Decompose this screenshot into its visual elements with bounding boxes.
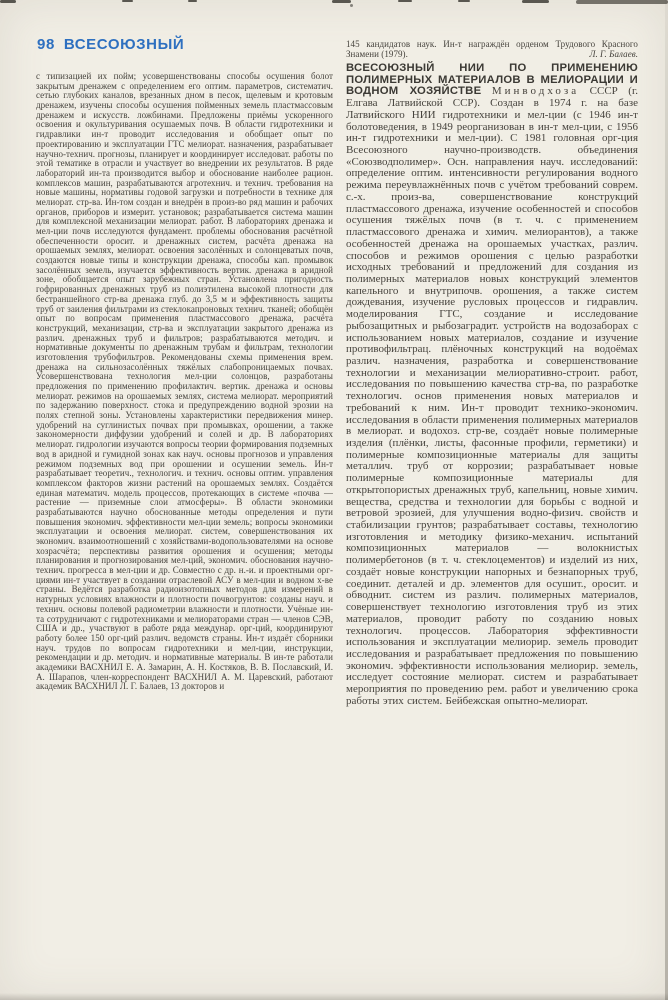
article-continuation-text: с типизацией их пойм; усовершенствованы способы осушения болот закрытым дренажем с определением его оптим. параметров, систематич. сетью глубоких каналов, врезанных дном в песок, щелевым и кротовым дренажем, изучены способы осушения пойменных земель пластмассовым дренажем и искусств. ложбинами. Предложены приёмы ускоренного освоения и окультуривания осушаемых почв. В области гидротехники и гидравлики ин-т проводит исследования и обобщает опыт по проектированию и эксплуатации ГТС мелиорат. назначения, разрабатывает научно-технич. прогнозы, планирует и координирует исследоват. работы по этой тематике в отрасли и участвует во внедрении их результатов. В ряде лабораторий ин-та производится выбор и обоснование наиболее рацион. комплексов машин, разрабатываются агротехнич. и технич. требования на новые машины, нормативы годовой загрузки и потребности в технике для мелиорат. стр-ва. Ин-том создан и внедрён в произ-во ряд машин и рабочих органов, приборов и измерит. установок; разрабатывается система машин для комплексной механизации мелиорат. работ. В лабораториях дренажа и мел-ции почв исследуются фундамент. проблемы обоснования расчётной обеспеченности оросит. и дренажных систем, расчёта дренажа на орошаемых землях, мелиорат. освоения засолённых и солонцеватых почв, создаются новые типы и конструкции дренажа, способы кап. промывок засолённых земель, изучается эффективность вертик. дренажа в аридной зоне, обобщается опыт зарубежных стран. Установлена пригодность гофрированных дренажных труб из полиэтилена высокой плотности для бестраншейного стр-ва дренажа глуб. до 3,5 м и эффективность защиты труб от заиления фильтрами из стеклокапроновых технич. тканей; обобщён опыт по вопросам применения пластмассового дренажа, расчёта конструкций, механизации, стр-ва и эксплуатации закрытого дренажа из различ. дренажных труб и фильтров; разрабатываются методич. и нормативные документы по дренажным трубам и фильтрам, технологии изготовления трубофильтров. Рекомендованы схемы применения врем. дренажа на сильнозасолённых тяжёлых слабопроницаемых почвах. Усовершенствована технология мел-ции солонцов, разработаны предложения по применению профилактич. вертик. дренажа и основы мелиорат. режимов на орошаемых землях, система мелиорат. мероприятий по задержанию поверхност. стока и предупреждению водной эрозии на полях степной зоны. Установлены характеристики передвижения минер. удобрений на суглинистых почвах при промывках, орошении, а также закономерности диффузии удобрений и солей и др. В лабораториях мелиорат. гидрологии изучаются вопросы теории формирования подземных вод в аридной и гумидной зонах как науч. основы прогнозов и управления режимом подземных вод при орошении и осушении земель. Ин-т разрабатывает теоретич., технологич. и технич. основы оптим. управления комплексом факторов жизни растений на орошаемых землях. Создаётся единая математич. модель процессов, протекающих в системе «почва — растение — приземные слои атмосферы». В области экономики разрабатываются научно обоснованные методы определения и пути повышения экономич. эффективности мел-ции земель; вопросы экономики эксплуатации и освоения мелиорат. систем, совершенствования их экономич. взаимоотношений с хозяйствами-водопользователями на основе хозрасчёта; перспективы развития орошения и осушения; методы планирования и прогнозирования мел-ций, экономич. обоснования научно-технич. прогресса в мел-ции и др. Совместно с др. н.-и. и проектными орг-циями ин-т участвует в создании отраслевой АСУ в мел-ции и водном х-ве страны. Ведётся разработка радиоизотопных методов для измерений в натурных условиях влажности и плотности почвогрунтов: созданы науч. и технич. основы полевой радиометрии влажности и плотности. Учёные ин-та сотрудничают с гидротехниками и мелиораторами стран — членов СЭВ, США и др., участвуют в работе ряда междунар. орг-ций, координируют работу более 150 орг-ций различ. ведомств страны. Ин-т издаёт сборники науч. трудов по вопросам гидротехники и мел-ции, инструкции, рекомендации и др. методич. и нормативные материалы. В ин-те работали академики ВАСХНИЛ Е. А. Замарин, А. Н. Костяков, В. В. Пославский, И. А. Шарапов, член-корреспондент ВАСХНИЛ А. М. Царевский, работают академик ВАСХНИЛ Л. Г. Балаев, 13 докторов и — [36, 72, 333, 692]
article-entry-title: ВСЕСОЮЗНЫЙ НИИ ПО ПРИМЕНЕНИЮ ПОЛИМЕРНЫХ МАТЕРИАЛОВ В МЕЛИОРАЦИИ И ВОДНОМ ХОЗЯЙСТВЕ — [346, 62, 638, 98]
scan-artifact — [458, 0, 470, 2]
scan-artifact — [0, 0, 16, 3]
right-text-column — [346, 40, 638, 958]
running-head — [37, 36, 184, 53]
scan-artifact — [122, 0, 133, 2]
encyclopedia-article — [346, 63, 638, 708]
scan-artifact — [576, 0, 668, 4]
scan-artifact — [332, 0, 351, 3]
scan-artifact — [522, 0, 549, 3]
scan-artifact — [350, 4, 353, 7]
page-number: 98 — [37, 36, 55, 53]
previous-article-ending — [346, 40, 638, 60]
page-edge-shadow-bottom — [0, 993, 668, 1000]
author-signature: Л. Г. Балаев. — [581, 50, 638, 60]
article-entry-organization: Минводхоза — [491, 85, 580, 98]
left-text-column — [36, 72, 333, 958]
scan-artifact — [398, 0, 412, 2]
article-body-text: СССР (г. Елгава Латвийской ССР). Создан в 1974 г. на базе Латвийского НИИ гидротехники и мел-ции (с 1946 ин-т болотоведения, в 1949 реорганизован в ин-т мел-ции, с 1956 ин-т гидротехники и мел-ции). С 1981 головная орг-ция Всесоюзного научно-производств. объединения «Союзводполимер». Осн. направления науч. исследований: определение оптим. интенсивности регулирования водного режима переувлажнённых почв с учётом требований соврем. с.-х. произ-ва, совершенствование конструкций пластмассового дренажа, изучение особенностей и способов осушения тяжёлых почв (в т. ч. с применением пластмассового дренажа и химич. мелиорантов), а также особенностей дренажа на орошаемых участках, различ. способов и режимов орошения с целью разработки исходных требований и предложений для создания из полимерных материалов новых конструкций элементов капельного и внутрипочв. орошения, а также систем дождевания, изучение русловых процессов и гидравлич. моделирования ГТС, создание и исследование рыбозащитных и рыбозаградит. устройств на водозаборах с использованием новых материалов, создание и изучение противофильтрац. плёночных конструкций на водоёмах различ. назначения, разработка и совершенствование технологии и механизации мелиоративно-строит. работ, исследования по повышению качества стр-ва, по разработке технологич. основ применения новых материалов и требований к ним. Ин-т проводит технико-экономич. исследования в области применения полимерных материалов в мелиорат. и водохоз. стр-ве, создаёт новые полимерные изделия (плёнки, листы, фасонные профили, герметики) и полимерные композиционные материалы для защиты металлич. труб от коррозии; разрабатывает новые полимерные композиционные материалы для открытопористых дренажных труб, капельниц, новые химич. вещества, средства и технологии для борьбы с водной и ветровой эрозией, для улучшения водно-физич. свойств и стабилизации грунтов; разрабатывает составы, технологию изготовления и методику физико-механич. испытаний композиционных материалов — волокнистых полимербетонов (в т. ч. стеклоцементов) и изделий из них, создаёт новые конструкции напорных и безнапорных труб, соединит. деталей и др. элементов для осушит., оросит. и обводнит. систем из различ. полимерных материалов, совершенствует технологию изготовления труб из этих материалов, проводит работу по созданию новых технологич. процессов. Лаборатория эффективности использования и эксплуатации мелиорир. земель проводит исследования и разрабатывает предложения по повышению экономич. эффективности использования мелиорир. земель, исследует состояние мелиорат. систем и разрабатывает мероприятия по проведению рем. работ и увеличению срока работы этих систем. Бейбежская опытно-мелиорат. — [346, 85, 638, 707]
article-continuation-paragraph — [36, 72, 333, 692]
previous-article-ending-text: 145 кандидатов наук. Ин-т награждён орденом Трудового Красного Знамени (1979). — [346, 40, 638, 59]
scan-artifact — [188, 0, 197, 2]
running-title: ВСЕСОЮЗНЫЙ — [63, 36, 185, 53]
